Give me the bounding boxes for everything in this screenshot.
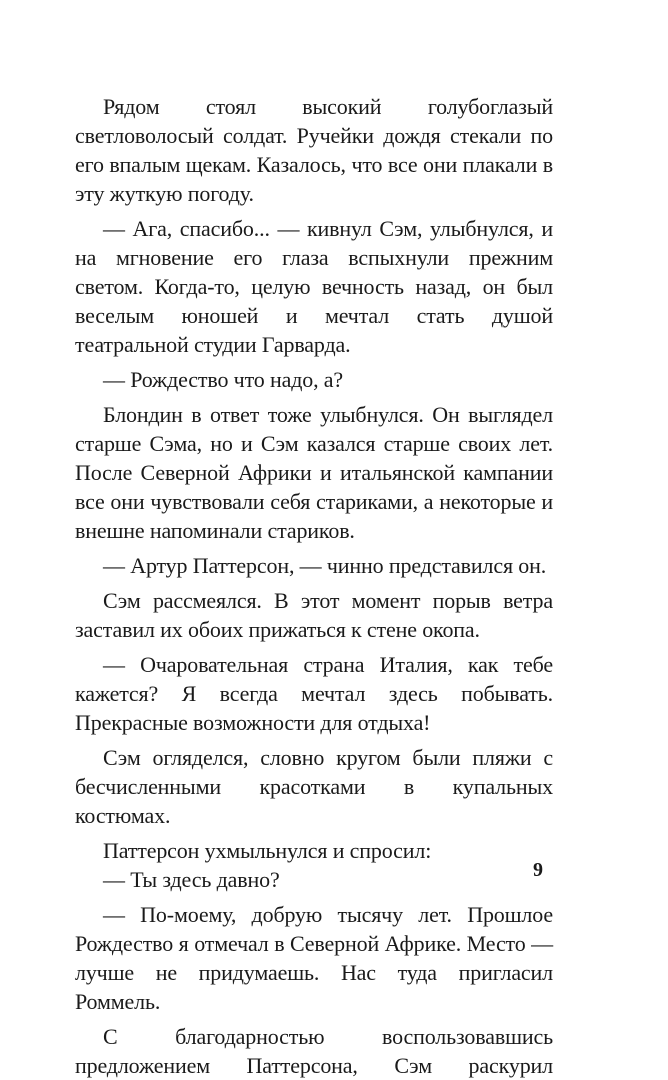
- paragraph: С благодарностью воспользовавшись предложением Паттерсона, Сэм раскурил: [75, 1024, 553, 1078]
- paragraph: — Очаровательная страна Италия, как тебе кажется? Я всегда мечтал здесь побывать. Прекрасные возможности для отдыха!: [75, 652, 553, 735]
- body-text: [75, 92, 553, 1080]
- paragraph: — Рождество что надо, а?: [103, 367, 344, 392]
- paragraph: — Артур Паттерсон, — чинно представился он.: [103, 553, 547, 578]
- page-number: 9: [533, 859, 543, 881]
- paragraph: Сэм огляделся, словно кругом были пляжи с бесчисленными красотками в купальных костюмах.: [75, 745, 553, 828]
- paragraph: Паттерсон ухмыльнулся и спросил:: [103, 838, 432, 863]
- paragraph: Сэм рассмеялся. В этот момент порыв ветра заставил их обоих прижаться к стене окопа.: [75, 588, 553, 642]
- paragraph: — Ты здесь давно?: [103, 867, 280, 892]
- paragraph: — Ага, спасибо... — кивнул Сэм, улыбнулся, и на мгновение его глаза вспыхнули прежним светом. Когда-то, целую вечность назад, он был веселым юношей и мечтал стать душой театральной студии Гарварда.: [75, 216, 553, 357]
- paragraph: — По-моему, добрую тысячу лет. Прошлое Рождество я отмечал в Северной Африке. Место — лучше не придумаешь. Нас туда пригласил Роммель.: [75, 902, 553, 1014]
- book-page: [75, 92, 553, 1080]
- paragraph: Рядом стоял высокий голубоглазый светловолосый солдат. Ручейки дождя стекали по его впалым щекам. Казалось, что все они плакали в эту жуткую погоду.: [75, 94, 553, 206]
- paragraph: Блондин в ответ тоже улыбнулся. Он выглядел старше Сэма, но и Сэм казался старше своих лет. После Северной Африки и итальянской кампании все они чувствовали себя стариками, а некоторые и внешне напоминали стариков.: [75, 402, 553, 543]
